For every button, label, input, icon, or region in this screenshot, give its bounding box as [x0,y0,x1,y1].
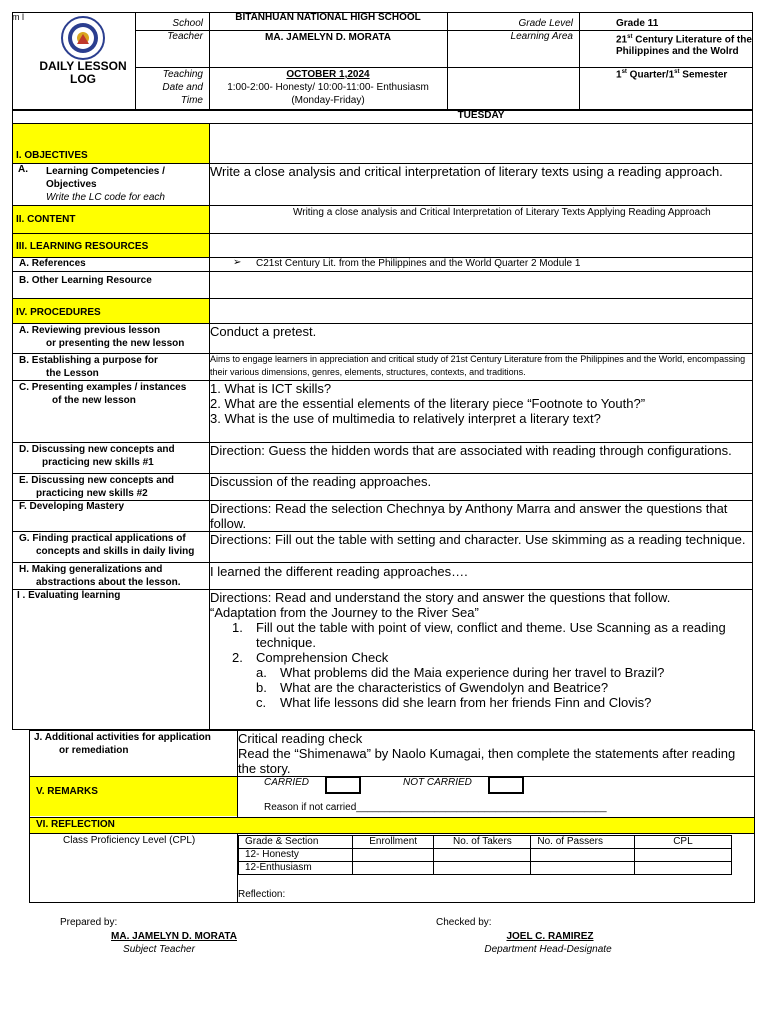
datetime-label: Teaching Date and Time [162,69,203,106]
deped-seal-logo [61,16,105,60]
objectives-label: I. OBJECTIVES [16,150,88,161]
not-carried-checkbox[interactable] [488,776,524,794]
cpl-takers-cell[interactable] [434,862,531,875]
prepared-name: MA. JAMELYN D. MORATA [111,931,237,942]
cpl-label: Class Proficiency Level (CPL) [63,835,196,846]
days-value: (Monday-Friday) [291,95,365,106]
proc-b-label: B. Establishing a purpose for the Lesson [19,355,158,379]
grade-value: Grade 11 [616,18,659,29]
procedures-label: IV. PROCEDURES [16,307,101,318]
prepared-label: Prepared by: [60,917,118,928]
proc-i-subitem: What are the characteristics of Gwendolyn and Beatrice? [280,680,609,695]
proc-e-value: Discussion of the reading approaches. [210,474,432,489]
area-value: 21st Century Literature of the Philippines and the Wolrd [616,34,752,58]
reason-field[interactable]: Reason if not carried_____________________________________________ [264,802,607,813]
cpl-col-header: Enrollment [353,836,434,849]
cpl-section-cell: 12-Enthusiasm [239,862,353,875]
proc-i-label: I . Evaluating learning [17,590,121,601]
cpl-passers-cell[interactable] [531,849,634,862]
carried-checkbox[interactable] [325,776,361,794]
teacher-label: Teacher [167,31,203,42]
school-label: School [172,18,203,29]
proc-i-item: Comprehension Check [256,650,389,665]
date-value: OCTOBER 1,2024 [286,69,370,80]
cpl-header-row [239,836,732,849]
proc-c-item: 2. What are the essential elements of the literary piece “Footnote to Youth?” [210,396,646,411]
proc-i-subitem: What life lessons did she learn from her friends Finn and Clovis? [280,695,652,710]
grade-label: Grade Level [518,18,573,29]
cpl-col-header: No. of Takers [434,836,531,849]
teacher-value: MA. JAMELYN D. MORATA [265,32,391,43]
proc-g-value: Directions: Fill out the table with setting and character. Use skimming as a reading technique. [210,532,746,547]
cpl-passers-cell[interactable] [531,862,634,875]
reflection-section-header [30,817,754,834]
cpl-table [238,835,732,875]
not-carried-label: NOT CARRIED [403,777,472,788]
cpl-enrollment-cell[interactable] [353,862,434,875]
area-label: Learning Area [510,31,573,42]
cpl-col-header: CPL [634,836,731,849]
proc-a-label: A. Reviewing previous lesson or presenting the new lesson [19,325,185,349]
references-label: A. References [19,258,86,269]
arrow-bullet-icon: ➢ [233,257,242,268]
proc-j-value: Critical reading check Read the “Shimenawa” by Naolo Kumagai, then complete the statements after reading the story. [238,731,736,776]
table-row [239,849,732,862]
proc-d-label: D. Discussing new concepts and practicing new skills #1 [19,444,175,468]
references-value: C21st Century Lit. from the Philippines and the World Quarter 2 Module 1 [256,258,581,269]
competency-label: Learning Competencies / Objectives Write the LC code for each [46,166,165,203]
corner-text: m l [12,12,24,22]
proc-d-value: Direction: Guess the hidden words that are associated with reading through configurations. [210,443,732,458]
content-value: Writing a close analysis and Critical Interpretation of Literary Texts Applying Reading Approach [293,207,711,218]
remarks-label: V. REMARKS [36,786,98,797]
prepared-role: Subject Teacher [123,944,195,955]
resources-label: III. LEARNING RESOURCES [16,241,149,252]
reflection-label: VI. REFLECTION [36,819,115,830]
proc-i-subitem: What problems did the Maia experience during her travel to Brazil? [280,665,665,680]
checked-label: Checked by: [436,917,492,928]
cpl-value-cell[interactable] [634,849,731,862]
time-value: 1:00-2:00- Honesty/ 10:00-11:00- Enthusiasm [227,82,429,93]
cpl-col-header: No. of Passers [531,836,634,849]
quarter-value: 1st Quarter/1st Semester [616,69,728,81]
proc-c-list [210,381,750,426]
proc-e-label: E. Discussing new concepts and practicing new skills #2 [19,475,175,499]
other-resource-label: B. Other Learning Resource [19,275,152,286]
proc-b-value: Aims to engage learners in appreciation and critical study of 21st Century Literature from the Philippines and the World, encompassing their various dimensions, genres, elements, structures, contexts, and traditions. [210,354,746,377]
cpl-value-cell[interactable] [634,862,731,875]
proc-a-value: Conduct a pretest. [210,324,317,339]
checked-role: Department Head-Designate [484,944,612,955]
cpl-col-header: Grade & Section [239,836,353,849]
carried-label: CARRIED [264,777,310,788]
proc-c-item: 3. What is the use of multimedia to relatively interpret a literary text? [210,411,601,426]
cpl-section-cell: 12- Honesty [239,849,353,862]
proc-h-value: I learned the different reading approaches…. [210,564,468,579]
proc-j-label: J. Additional activities for application or remediation [34,732,211,756]
proc-g-label: G. Finding practical applications of concepts and skills in daily living [19,533,195,557]
table-row [239,862,732,875]
proc-i-value: Directions: Read and understand the story and answer the questions that follow. “Adaptation from the Journey to the River Sea” 1. Fill out the table with point of view, conflict and theme. Use Scanning as a reading technique. 2. Comprehension Check a. What problems did the Maia experience during her travel to Brazil? b. What are the characteristics of Gwendolyn and Beatrice? c. What life lessons did she learn from her friends Finn and Clovis? [210,590,750,710]
dll-title: DAILY LESSON LOG [39,59,127,86]
competency-value: Write a close analysis and critical interpretation of literary texts using a reading approach. [210,164,723,179]
proc-c-item: 1. What is ICT skills? [210,381,332,396]
proc-f-value: Directions: Read the selection Chechnya by Anthony Marra and answer the questions that follow. [210,501,728,531]
proc-i-item: Fill out the table with point of view, conflict and theme. Use Scanning as a reading technique. [256,620,726,650]
checked-name: JOEL C. RAMIREZ [506,931,594,942]
day-header: TUESDAY [457,110,505,121]
proc-h-label: H. Making generalizations and abstractions about the lesson. [19,564,181,588]
proc-c-label: C. Presenting examples / instances of the new lesson [19,382,187,406]
competency-letter: A. [18,164,28,175]
cpl-takers-cell[interactable] [434,849,531,862]
content-label: II. CONTENT [16,214,76,225]
proc-f-label: F. Developing Mastery [19,501,125,512]
reflection-field-label: Reflection: [238,889,286,900]
school-value: BITANHUAN NATIONAL HIGH SCHOOL [235,12,421,23]
cpl-enrollment-cell[interactable] [353,849,434,862]
